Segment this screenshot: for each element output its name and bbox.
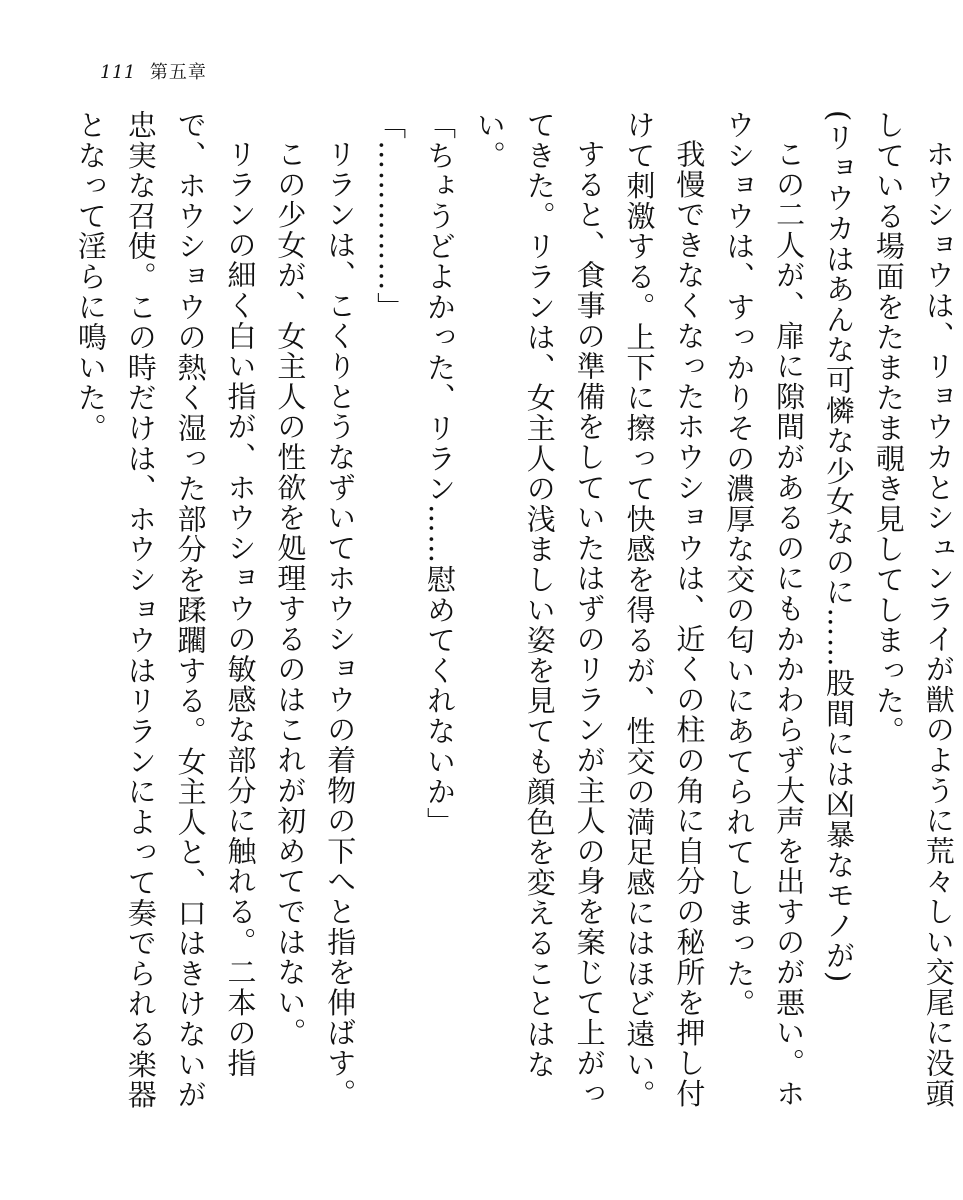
page-number: 111 [100, 62, 136, 83]
paragraph: リランは、こくりとうなずいてホウショウの着物の下へと指を伸ばす。 [323, 139, 358, 1109]
paragraph: ホウショウは、リョウカとシュンライが獣のように荒々しい交尾に没頭している場面をたまたま覗き見してしまった。 [871, 110, 956, 1109]
paragraph: (リョウカはあんな可憐な少女なのに……股間には凶暴なモノが) [822, 110, 856, 984]
body-text-area [65, 110, 956, 1130]
paragraph: この少女が、女主人の性欲を処理するのはこれが初めてではない。 [273, 139, 308, 1048]
vertical-body-text [65, 110, 963, 1120]
paragraph: 「……………」 [373, 110, 408, 323]
paragraph: この二人が、扉に隙間があるのにもかかわらず大声を出すのが悪い。ホウショウは、すっかりその濃厚な交の匂いにあてられてしまった。 [722, 110, 807, 1109]
paragraph: 我慢できなくなったホウショウは、近くの柱の角に自分の秘所を押し付けて刺激する。上下に擦って快感を得るが、性交の満足感にはほど遠い。 [622, 110, 707, 1110]
chapter-title: 第五章 [149, 62, 207, 83]
paragraph: リランの細く白い指が、ホウショウの敏感な部分に触れる。二本の指で、ホウショウの熱く湿った部分を蹂躙する。女主人と、口はきけないが忠実な召使。この時だけは、ホウショウはリランによって奏でられる楽器となって淫らに鳴いた。 [73, 110, 258, 1110]
paragraph: すると、食事の準備をしていたはずのリランが主人の身を案じて上がってきた。リランは、女主人の浅ましい姿を見ても顔色を変えることはない。 [472, 110, 607, 1109]
page-header [100, 64, 207, 94]
paragraph: 「ちょうどよかった、リラン……慰めてくれないか」 [423, 110, 457, 838]
